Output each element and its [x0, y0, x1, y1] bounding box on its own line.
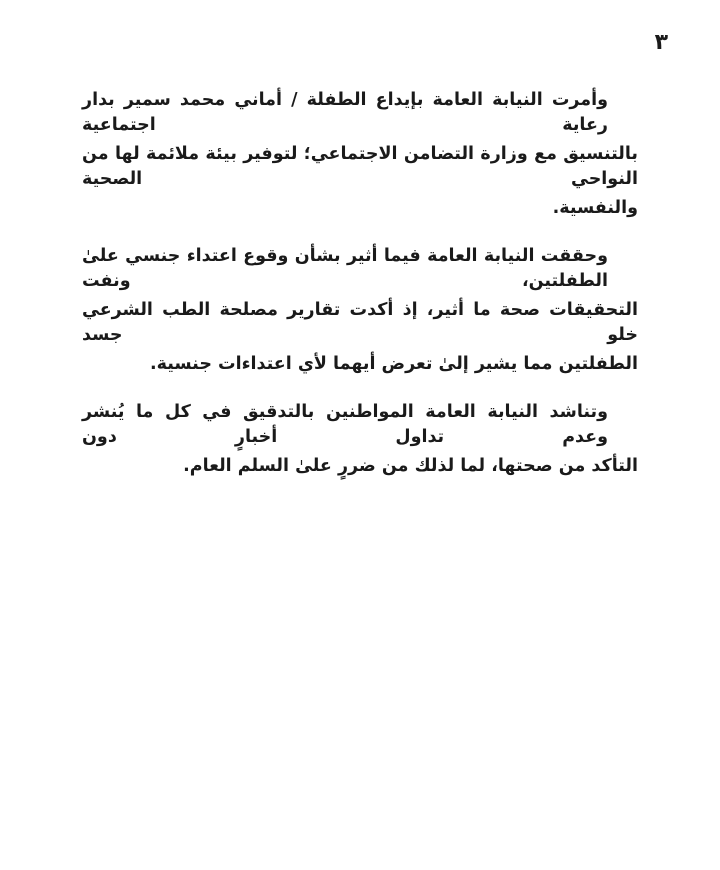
- paragraph-line: بالتنسيق مع وزارة التضامن الاجتماعي؛ لتوفير بيئة ملائمة لها من النواحي الصحية: [82, 144, 638, 189]
- paragraph-investigation: [82, 244, 638, 377]
- page-number: ٣: [654, 30, 668, 55]
- paragraph-line: والنفسية.: [552, 198, 638, 218]
- paragraph-line: وأمرت النيابة العامة بإيداع الطفلة / أماني محمد سمير بدار رعاية اجتماعية: [82, 90, 608, 135]
- paragraph-line: الطفلتين مما يشير إلىٰ تعرض أيهما لأي اعتداءات جنسية.: [149, 354, 638, 374]
- document-body: [82, 80, 638, 508]
- paragraph-line: التأكد من صحتها، لما لذلك من ضررٍ علىٰ السلم العام.: [183, 456, 638, 476]
- paragraph-custody-order: [82, 88, 638, 221]
- paragraph-line: وحققت النيابة العامة فيما أثير بشأن وقوع اعتداء جنسي علىٰ الطفلتين، ونفت: [82, 246, 608, 291]
- paragraph-line: التحقيقات صحة ما أثير، إذ أكدت تقارير مصلحة الطب الشرعي خلو جسد: [82, 300, 638, 345]
- paragraph-public-appeal: [82, 400, 638, 479]
- paragraph-line: وتناشد النيابة العامة المواطنين بالتدقيق في كل ما يُنشر وعدم تداول أخبارٍ دون: [82, 402, 608, 447]
